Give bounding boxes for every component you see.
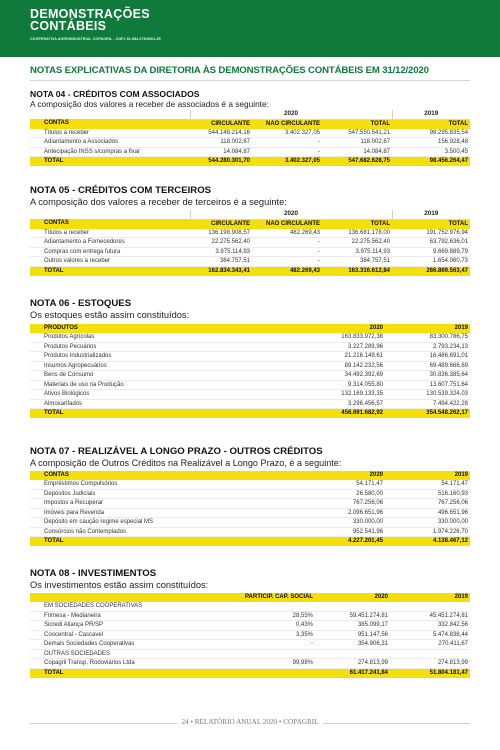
table-row [30, 499, 470, 509]
cell: Almoxarifados [30, 399, 300, 409]
nota05-desc: A composição dos valores a receber de terceiros é a seguinte: [30, 197, 287, 207]
cell: 98.295.835,54 [392, 129, 470, 138]
table-row [30, 129, 470, 138]
table-row [30, 640, 470, 650]
table-row [30, 621, 470, 631]
cell: Depósito em caução regime especial MS [30, 518, 300, 528]
cell: - [252, 247, 322, 257]
cell: 14.084,87 [190, 147, 252, 157]
cell: 332.842,56 [390, 621, 470, 631]
nota04-header-row [30, 119, 470, 129]
cell: Sicredi Aliança PR/SP [30, 621, 215, 631]
nota08-header-row [30, 593, 470, 602]
cell: Copagril Transp. Rodoviários Ltda [30, 659, 215, 669]
cell: Outros valores a receber [30, 257, 190, 267]
cell: 1.974.226,70 [385, 527, 470, 537]
table-row [30, 257, 470, 267]
cell: 30.836.385,64 [385, 371, 470, 381]
nota06-table [30, 324, 470, 418]
cell: Demais Sociedades Cooperativas [30, 640, 215, 650]
cell: 54.171,47 [385, 480, 470, 489]
cell: 3.227.289,96 [300, 342, 385, 352]
cell: 89.142.232,56 [300, 361, 385, 371]
cell: 3.500,45 [392, 147, 470, 157]
cell: Produtos Pecuários [30, 342, 300, 352]
table-row [30, 518, 470, 528]
cell: 767.256,06 [385, 499, 470, 509]
cell: 354.906,31 [315, 640, 390, 650]
table-row [30, 238, 470, 248]
nota07-table [30, 471, 470, 546]
nota06-desc: Os estoques estão assim constituídos: [30, 310, 190, 320]
page-footer [0, 718, 500, 726]
cell: 59.451.274,81 [315, 611, 390, 621]
col-header: PARTICIP. CAP. SOCIAL [215, 593, 315, 602]
table-row [30, 399, 470, 409]
col-header: CONTAS [30, 119, 190, 129]
table-row [30, 480, 470, 489]
nota04-table [30, 110, 470, 166]
cell: 163.316.612,84 [322, 266, 392, 276]
cell: Materiais de uso na Produção [30, 380, 300, 390]
cell: 767.256,06 [300, 499, 385, 509]
nota07-header-row [30, 471, 470, 480]
cell: 9.669.889,79 [392, 247, 470, 257]
main-title: NOTAS EXPLICATIVAS DA DIRETORIA ÀS DEMONSTRAÇÕES CONTÁBEIS EM 31/12/2020 [30, 65, 429, 76]
cell: 61.417.241,84 [315, 668, 390, 678]
group-label: OUTRAS SOCIEDADES [30, 649, 470, 659]
cell: Adiantamento a Associados [30, 138, 190, 148]
cell: 45.451.274,81 [390, 611, 470, 621]
cell: 69.489.666,69 [385, 361, 470, 371]
cell: 13.607.751,64 [385, 380, 470, 390]
table-row [30, 630, 470, 640]
nota04-title: NOTA 04 - CRÉDITOS COM ASSOCIADOS [30, 89, 200, 99]
cell: 516.160,93 [385, 489, 470, 499]
cell [215, 668, 315, 678]
cell: TOTAL [30, 409, 300, 419]
col-header: 2020 [300, 471, 385, 480]
col-header: 2019 [390, 593, 470, 602]
nota04-year-2019: 2019 [392, 110, 470, 119]
col-header: PRODUTOS [30, 324, 300, 333]
cell: 3.296.456,57 [300, 399, 385, 409]
cell: 274.813,99 [315, 659, 390, 669]
cell: 3,35% [215, 630, 315, 640]
cell: 21.216.149,61 [300, 352, 385, 362]
cell: Adiantamento a Fornecedores [30, 238, 190, 248]
nota07-desc: A composição de Outros Créditos na Realizável a Longo Prazo, é a seguinte: [30, 458, 342, 468]
cell: 163.833.972,38 [300, 333, 385, 342]
cell: 156.928,48 [392, 138, 470, 148]
cell: TOTAL [30, 668, 215, 678]
cell: 51.804.181,47 [390, 668, 470, 678]
cell: 14.084,87 [322, 147, 392, 157]
total-row [30, 157, 470, 167]
cell: 3.975.114,93 [190, 247, 252, 257]
cell: - [252, 138, 322, 148]
cell: 385.099,17 [315, 621, 390, 631]
cell: - [252, 257, 322, 267]
cell: 5.474.838,44 [390, 630, 470, 640]
col-header: 2019 [385, 324, 470, 333]
cell: 9.314.055,80 [300, 380, 385, 390]
cell: 482.269,43 [252, 266, 322, 276]
nota08-desc: Os investimentos estão assim constituídos: [30, 580, 209, 590]
cell: Coocentral - Cascavel [30, 630, 215, 640]
col-header: NÃO CIRCULANTE [252, 119, 322, 129]
cell: TOTAL [30, 157, 190, 167]
cell: Bens de Consumo [30, 371, 300, 381]
total-row [30, 668, 470, 678]
nota06-header-row [30, 324, 470, 333]
nota06-title: NOTA 06 - ESTOQUES [30, 298, 132, 309]
cell: 3.402.327,05 [252, 157, 322, 167]
table-row [30, 371, 470, 381]
cell: 34.492.392,69 [300, 371, 385, 381]
table-row [30, 527, 470, 537]
cell: 118.002,67 [322, 138, 392, 148]
cell: 22.275.562,40 [322, 238, 392, 248]
cell: 7.494.422,28 [385, 399, 470, 409]
group-label: EM SOCIEDADES COOPERATIVAS [30, 602, 470, 611]
cell: 26.580,00 [300, 489, 385, 499]
nota05-header-row [30, 219, 470, 229]
cell: 83.300.786,75 [385, 333, 470, 342]
header-title-line1: DEMONSTRAÇÕES [30, 7, 150, 21]
table-row [30, 508, 470, 518]
cell: - [252, 238, 322, 248]
cell: 547.550.541,21 [322, 129, 392, 138]
cell: 3.402.327,05 [252, 129, 322, 138]
cell: Compras com entrega futura [30, 247, 190, 257]
cell: Insumos Agropecuários [30, 361, 300, 371]
col-header: 2019 [385, 471, 470, 480]
table-row [30, 229, 470, 238]
cell: Impostos a Recuperar [30, 499, 300, 509]
cell: 1.654.060,73 [392, 257, 470, 267]
cell: Antecipação INSS s/compras a fixar [30, 147, 190, 157]
cell: - [215, 640, 315, 650]
nota08-table [30, 593, 470, 678]
cell: Frimesa - Medianeira [30, 611, 215, 621]
cell: 4.138.467,12 [385, 537, 470, 547]
cell: 951.147,56 [315, 630, 390, 640]
cell: 98.456.264,47 [392, 157, 470, 167]
cell: - [252, 147, 322, 157]
cell: Ativos Biológicos [30, 390, 300, 400]
cell: 456.691.682,92 [300, 409, 385, 419]
table-row [30, 138, 470, 148]
col-header: NÃO CIRCULANTE [252, 219, 322, 229]
cell: 482.269,43 [252, 229, 322, 238]
cell: TOTAL [30, 266, 190, 276]
group-row [30, 602, 470, 611]
col-header [30, 593, 215, 602]
col-header: CIRCULANTE [190, 119, 252, 129]
table-row [30, 352, 470, 362]
nota04-desc: A composição dos valores a receber de associados é a seguinte: [30, 99, 269, 109]
total-row [30, 266, 470, 276]
col-header: TOTAL [392, 119, 470, 129]
table-row [30, 361, 470, 371]
cell: 54.171,47 [300, 480, 385, 489]
cell: 162.834.343,41 [190, 266, 252, 276]
cell: 544.148.214,16 [190, 129, 252, 138]
cell: 354.548.262,17 [385, 409, 470, 419]
col-header: CONTAS [30, 471, 300, 480]
nota05-table [30, 210, 470, 276]
table-row [30, 380, 470, 390]
col-header: 2020 [315, 593, 390, 602]
cell: 28,55% [215, 611, 315, 621]
table-row [30, 390, 470, 400]
table-row [30, 342, 470, 352]
cell: Empréstimos Compulsórios [30, 480, 300, 489]
col-header: TOTAL [392, 219, 470, 229]
col-header: TOTAL [322, 219, 392, 229]
cell: 384.757,51 [322, 257, 392, 267]
nota08-title: NOTA 08 - INVESTIMENTOS [30, 568, 157, 579]
nota05-year-2019: 2019 [392, 210, 470, 219]
cell: Produtos Agrícolas [30, 333, 300, 342]
cell: 191.752.976,94 [392, 229, 470, 238]
cell: 266.869.563,47 [392, 266, 470, 276]
group-row [30, 649, 470, 659]
header-title-line2: CONTÁBEIS [30, 19, 107, 33]
cell: 270.411,67 [390, 640, 470, 650]
cell: 544.280.301,70 [190, 157, 252, 167]
nota05-year-2020: 2020 [190, 210, 392, 219]
cell: Depósitos Judiciais [30, 489, 300, 499]
nota07-title: NOTA 07 - REALIZÁVEL A LONGO PRAZO - OUTROS CRÉDITOS [30, 446, 323, 457]
table-row [30, 333, 470, 342]
col-header: TOTAL [322, 119, 392, 129]
cell: Títulos a receber [30, 129, 190, 138]
cell: 547.682.628,75 [322, 157, 392, 167]
table-row [30, 489, 470, 499]
col-header: 2020 [300, 324, 385, 333]
cell: 496.651,96 [385, 508, 470, 518]
total-row [30, 409, 470, 419]
nota05-title: NOTA 05 - CRÉDITOS COM TERCEIROS [30, 185, 212, 196]
cell: 22.275.562,40 [190, 238, 252, 248]
cell: 384.757,51 [190, 257, 252, 267]
header-subtitle: COOPERATIVA AGROINDUSTRIAL COPAGRIL - CNPJ 81.584.278/0001-55 [30, 37, 161, 41]
total-row [30, 537, 470, 547]
col-header: CONTAS [30, 219, 190, 229]
title-divider [30, 80, 470, 81]
cell: 16.486.691,01 [385, 352, 470, 362]
cell: Produtos Industrializados [30, 352, 300, 362]
cell: TOTAL [30, 537, 300, 547]
nota04-year-2020: 2020 [190, 110, 392, 119]
cell: 130.539.324,03 [385, 390, 470, 400]
table-row [30, 147, 470, 157]
cell: 3.975.114,93 [322, 247, 392, 257]
cell: 132.169.133,35 [300, 390, 385, 400]
table-row [30, 659, 470, 669]
cell: Imóveis para Revenda [30, 508, 300, 518]
table-row [30, 247, 470, 257]
cell: 2.793.234,13 [385, 342, 470, 352]
cell: 4.227.201,45 [300, 537, 385, 547]
cell: 330.000,00 [385, 518, 470, 528]
col-header: CIRCULANTE [190, 219, 252, 229]
cell: Consórcios não Contemplados [30, 527, 300, 537]
cell: Títulos a receber [30, 229, 190, 238]
cell: 118.002,67 [190, 138, 252, 148]
cell: 136.198.908,57 [190, 229, 252, 238]
cell: 330.000,00 [300, 518, 385, 528]
footer-text: 24 • RELATÓRIO ANUAL 2020 • COPAGRIL [177, 718, 322, 726]
cell: 63.792.636,01 [392, 238, 470, 248]
cell: 99,98% [215, 659, 315, 669]
table-row [30, 611, 470, 621]
cell: 0,43% [215, 621, 315, 631]
cell: 136.681.178,00 [322, 229, 392, 238]
cell: 2.096.651,96 [300, 508, 385, 518]
page-header [0, 0, 500, 57]
cell: 274.813,99 [390, 659, 470, 669]
cell: 952.541,96 [300, 527, 385, 537]
